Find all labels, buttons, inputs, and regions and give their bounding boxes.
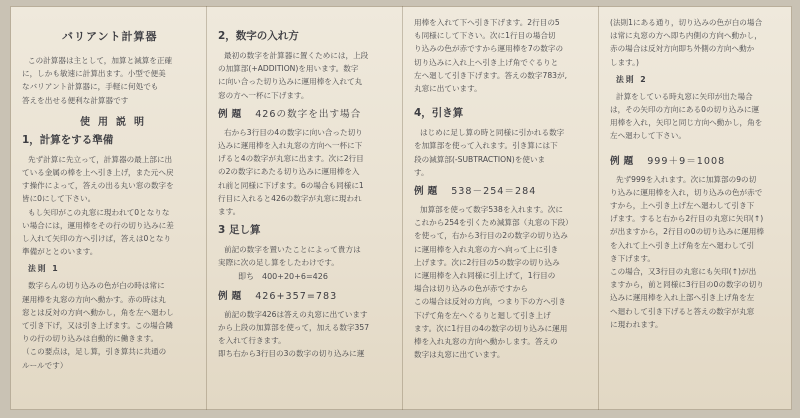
text-line: 棒を入れ丸窓の方向へ動かします。答えの	[414, 337, 558, 347]
text-line: ている金属の棒を上へ引き上げ，また元へ戻	[22, 168, 174, 178]
text-line: 最初の数字を計算器に置くためには，上段	[224, 51, 369, 60]
text-line: 切り込みに入れ上へ引き上げ角でぐるりと	[414, 57, 559, 67]
text-line: 皆に0にして下さい。	[22, 194, 96, 204]
text-line: に運用棒を入れ同様に引上げて，1行目の	[414, 271, 556, 281]
text-line: 答えを出せる便利な計算器です	[22, 95, 129, 105]
text-line: ます。	[218, 207, 241, 217]
section-2-heading: 2，数字の入れ方	[218, 30, 299, 42]
text-line: の加算部(+ADDITION)を用います。数字	[218, 64, 359, 74]
text-line: の2の数字にあたる切り込みに運用棒を入	[218, 167, 360, 177]
text-line: 計算をしている時丸窓に矢印が出た場合	[616, 91, 753, 101]
example-2-heading	[218, 288, 396, 302]
rule-1-note	[610, 16, 788, 69]
section-4-text	[414, 126, 592, 179]
text-line: 加算部を使って数字538を入れます。次に	[420, 205, 563, 215]
text-line: 数字は丸窓に出ています。	[414, 350, 505, 360]
text-line: りの行の切り込みは自動的に働きます。	[22, 334, 159, 344]
example-label: 例題	[414, 186, 442, 198]
text-line: 場合は切り込みの色が赤ですから	[414, 284, 528, 294]
text-line: に，しかも敏速に計算出ます。小型で便美	[22, 69, 166, 79]
text-line: 前記の数字426は答えの丸窓に出ています	[224, 309, 368, 319]
panel-1	[22, 24, 200, 400]
text-line: （この要点は，足し算，引き算共に共通の	[22, 347, 167, 357]
text-line: へ廻わして引き下げると答えの数字が丸窓	[610, 306, 755, 316]
text-line: 段の減算部(-SUBTRACTION)を使いま	[414, 154, 546, 164]
section-3-heading: 3 足し算	[218, 224, 261, 237]
text-line: 右から3行目の4の数字に向い合った切り	[224, 127, 363, 137]
example-1-heading	[218, 106, 396, 120]
rule-1-text	[22, 279, 200, 371]
example-3-heading	[414, 183, 592, 197]
section-3-formula: 即ち 400+20+6=426	[238, 271, 328, 281]
text-line: 赤の場合は反対方向即ち外側の方向へ動か	[610, 44, 755, 54]
text-line: 下げて角を左へぐるりと廻して引き上げ	[414, 310, 551, 320]
text-line: を入れて上へ引き上げ角を左へ廻わして引	[610, 240, 755, 250]
text-line: 用棒を入れ，矢印と同じ方向へ動かし，角を	[610, 118, 763, 128]
usage-heading: 使用説明	[80, 116, 152, 128]
rule-2-text	[610, 90, 788, 143]
text-line: す操作によって，答えの出る丸い窓の数字を	[22, 181, 174, 191]
text-line: い場合には，運用棒をその行の切り込みに差	[22, 220, 174, 230]
text-line: げると4の数字が丸窓に出ます。次に2行目	[218, 154, 364, 164]
example-label: 例題	[218, 108, 246, 120]
text-line: を入れて行きます。	[218, 336, 286, 346]
example-4-heading	[610, 153, 788, 167]
text-line: が出ますから，2行目の0の切り込みに運用棒	[610, 227, 764, 237]
text-line: に運用棒を入れ丸窓の方へ向って上に引き	[414, 244, 559, 254]
text-line: に向い合った切り込みに運用棒を入れて丸	[218, 77, 363, 87]
text-line: も同様にして下さい。次に1行目の場合切	[414, 31, 556, 41]
text-line: て引き下げ，又は引き上げます。この場合隣	[22, 321, 173, 331]
fold-line	[402, 6, 403, 410]
example-equation: 426の数字を出す場合	[255, 108, 362, 120]
text-line: 先ず999を入れます。次に加算部の9の切	[616, 174, 757, 184]
text-line: り込みに運用棒を入れ，切り込みの色が赤で	[610, 187, 763, 197]
text-line: 準備がととのいます。	[22, 247, 98, 257]
text-line: 数字らんの切り込みの色が白の時は常に	[28, 281, 165, 291]
text-line: はじめに足し算の時と同様に引かれる数字	[420, 128, 565, 138]
section-2-text	[218, 49, 396, 102]
text-line: 左へ廻して引き下げます。答えの数字783が,	[414, 70, 567, 80]
text-line: 行目に入れると426の数字が丸窓に現われ	[218, 193, 362, 203]
example-equation: 999＋9＝1008	[647, 155, 726, 167]
intro-text	[22, 54, 200, 107]
text-line: ます。次に1行目の4の数字の切り込みに運用	[414, 323, 568, 333]
panel-3	[414, 16, 592, 392]
text-line: から上段の加算部を使って，加える数字357	[218, 322, 370, 332]
text-line: これから254を引くため減算部（丸窓の下段）	[414, 218, 573, 228]
section-1-heading: 1，計算をする準備	[22, 133, 114, 146]
text-line: この場合，又3行目の丸窓にも矢印(↑)が出	[610, 267, 757, 277]
panel-2	[218, 24, 396, 400]
text-line: げます。すると右から2行目の丸窓に矢印(↑)	[610, 214, 764, 224]
example-label: 例題	[610, 155, 638, 167]
text-line: は，その矢印の方向にある0の切り込みに運	[610, 105, 760, 115]
text-line: 先ず計算に先立って，計算器の最上部に出	[28, 154, 173, 164]
text-line: に現われます。	[610, 319, 663, 329]
text-line: 込みに運用棒を入れ丸窓の方向へ一杯に下	[218, 141, 363, 151]
example-equation: 538－254＝284	[451, 186, 537, 198]
text-line: は常に丸窓の方へ即ち内側の方向へ動かし，	[610, 31, 762, 41]
example-1-text	[218, 126, 396, 218]
leaflet-title: バリアント計算器	[62, 30, 158, 43]
text-line: 即ち右から3行目の3の数字の切り込みに運	[218, 349, 365, 359]
instruction-leaflet	[10, 6, 792, 410]
text-line: を使って，右から3行目の2の数字の切り込み	[414, 231, 568, 241]
text-line: もし矢印がこの丸窓に現われて0となりな	[28, 207, 170, 217]
fold-line	[206, 6, 207, 410]
fold-line	[598, 6, 599, 410]
text-line: 用棒を入れて下へ引き下げます。2行目の5	[414, 18, 560, 27]
text-line: き下げます。	[610, 253, 655, 263]
text-line: す。	[414, 167, 429, 177]
text-line: ルールです）	[22, 360, 68, 370]
text-line: (法則1にある通り，切り込みの色が白の場合	[610, 18, 763, 27]
text-line: この計算器は主として，加算と減算を正確	[28, 56, 173, 65]
rule-2-heading: 法則 2	[616, 74, 648, 84]
section-1-text	[22, 153, 200, 259]
panel-4	[610, 16, 788, 392]
text-line: 左へ廻わして下さい。	[610, 131, 686, 141]
text-line: 前記の数字を置いたことによって貴方は	[224, 245, 361, 255]
text-line: すから，上へ引き上げ左へ廻わして引き下	[610, 201, 755, 211]
example-equation: 426+357=783	[255, 290, 338, 302]
text-line: を加算部を使って入れます。引き算には下	[414, 141, 558, 151]
text-line: し入れて矢印の方へ引けば，答えは0となり	[22, 234, 172, 244]
text-line: れ前と同様に下げます。6の場合も同様に1	[218, 180, 364, 190]
text-line: します。)	[610, 57, 639, 67]
text-line: 実際に次の足し算をしたわけです。	[218, 258, 339, 268]
text-line: 運用棒を丸窓の方向へ動かす。赤の時は丸	[22, 294, 166, 304]
example-4-text	[610, 173, 788, 331]
rule-1-heading: 法則 1	[28, 264, 60, 274]
text-line: 窓とは反対の方向へ動かし，角を左へ廻わし	[22, 307, 174, 317]
text-line: 丸窓に出ています。	[414, 84, 482, 94]
text-line: この場合は反対の方向，つまり下の方へ引き	[414, 297, 566, 307]
example-label: 例題	[218, 290, 246, 302]
text-line: 上げます。次に2行目の5の数字の切り込み	[414, 257, 560, 267]
text-line: ますから，前と同様に3行目の0の数字の切り	[610, 280, 764, 290]
text-line: 込みに運用棒を入れ上部へ引き上げ角を左	[610, 293, 755, 303]
example-2-continued-text	[414, 16, 592, 95]
section-3-text	[218, 243, 396, 269]
text-line: り込みの色が赤ですから運用棒を7の数字の	[414, 44, 564, 54]
example-2-text	[218, 308, 396, 361]
section-4-heading: 4，引き算	[414, 107, 464, 120]
text-line: なバリアント計算器に，手軽に何処でも	[22, 82, 159, 92]
text-line: 窓の方へ一杯に下げます。	[218, 90, 309, 100]
example-3-text	[414, 203, 592, 361]
